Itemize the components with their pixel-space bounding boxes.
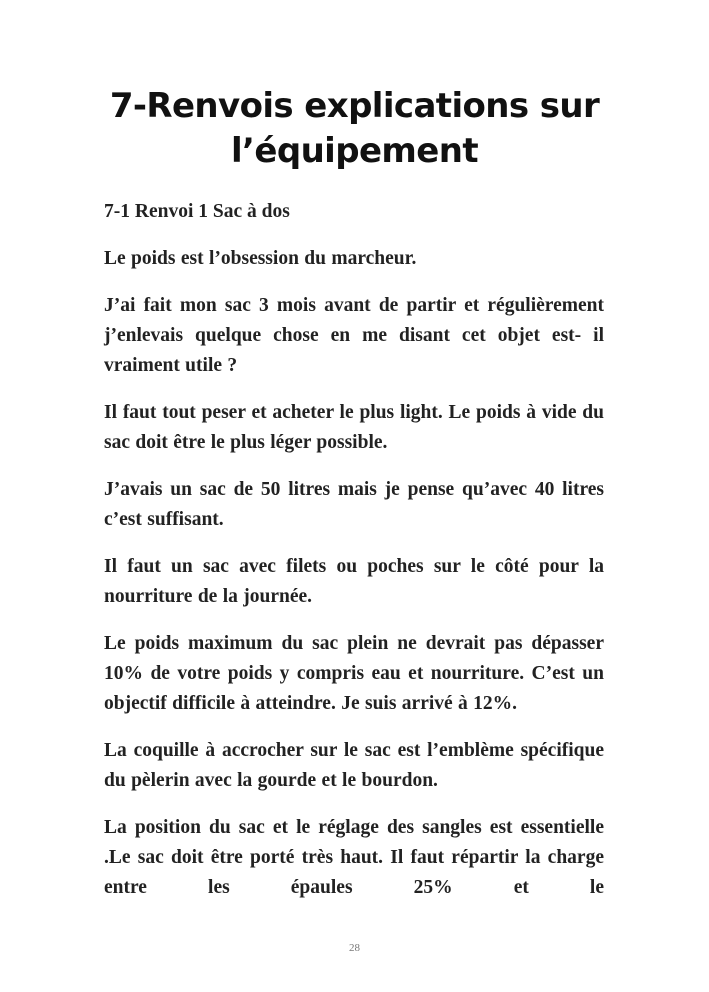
document-body xyxy=(104,197,604,903)
paragraph-3: Il faut tout peser et acheter le plus light. Le poids à vide du sac doit être le plus léger possible. xyxy=(104,402,604,453)
page-number: 28 xyxy=(349,942,360,954)
paragraph-7: La coquille à accrocher sur le sac est l’emblème spécifique du pèlerin avec la gourde et le bourdon. xyxy=(104,740,604,791)
paragraph-1: Le poids est l’obsession du marcheur. xyxy=(104,248,417,269)
paragraph-5: Il faut un sac avec filets ou poches sur le côté pour la nourriture de la journée. xyxy=(104,556,604,607)
paragraph-4: J’avais un sac de 50 litres mais je pense qu’avec 40 litres c’est suffisant. xyxy=(104,479,604,530)
section-heading: 7-1 Renvoi 1 Sac à dos xyxy=(104,201,290,222)
page-title: 7-Renvois explications sur l’équipement xyxy=(109,86,600,171)
paragraph-6: Le poids maximum du sac plein ne devrait pas dépasser 10% de votre poids y compris eau et nourriture. C’est un objectif difficile à atteindre. Je suis arrivé à 12%. xyxy=(104,633,604,714)
paragraph-8: La position du sac et le réglage des sangles est essentielle .Le sac doit être porté très haut. Il faut répartir la charge entre les épaules 25% et le xyxy=(104,817,604,898)
paragraph-2: J’ai fait mon sac 3 mois avant de partir et régulièrement j’enlevais quelque chose en me disant cet objet est- il vraiment utile ? xyxy=(104,295,604,376)
